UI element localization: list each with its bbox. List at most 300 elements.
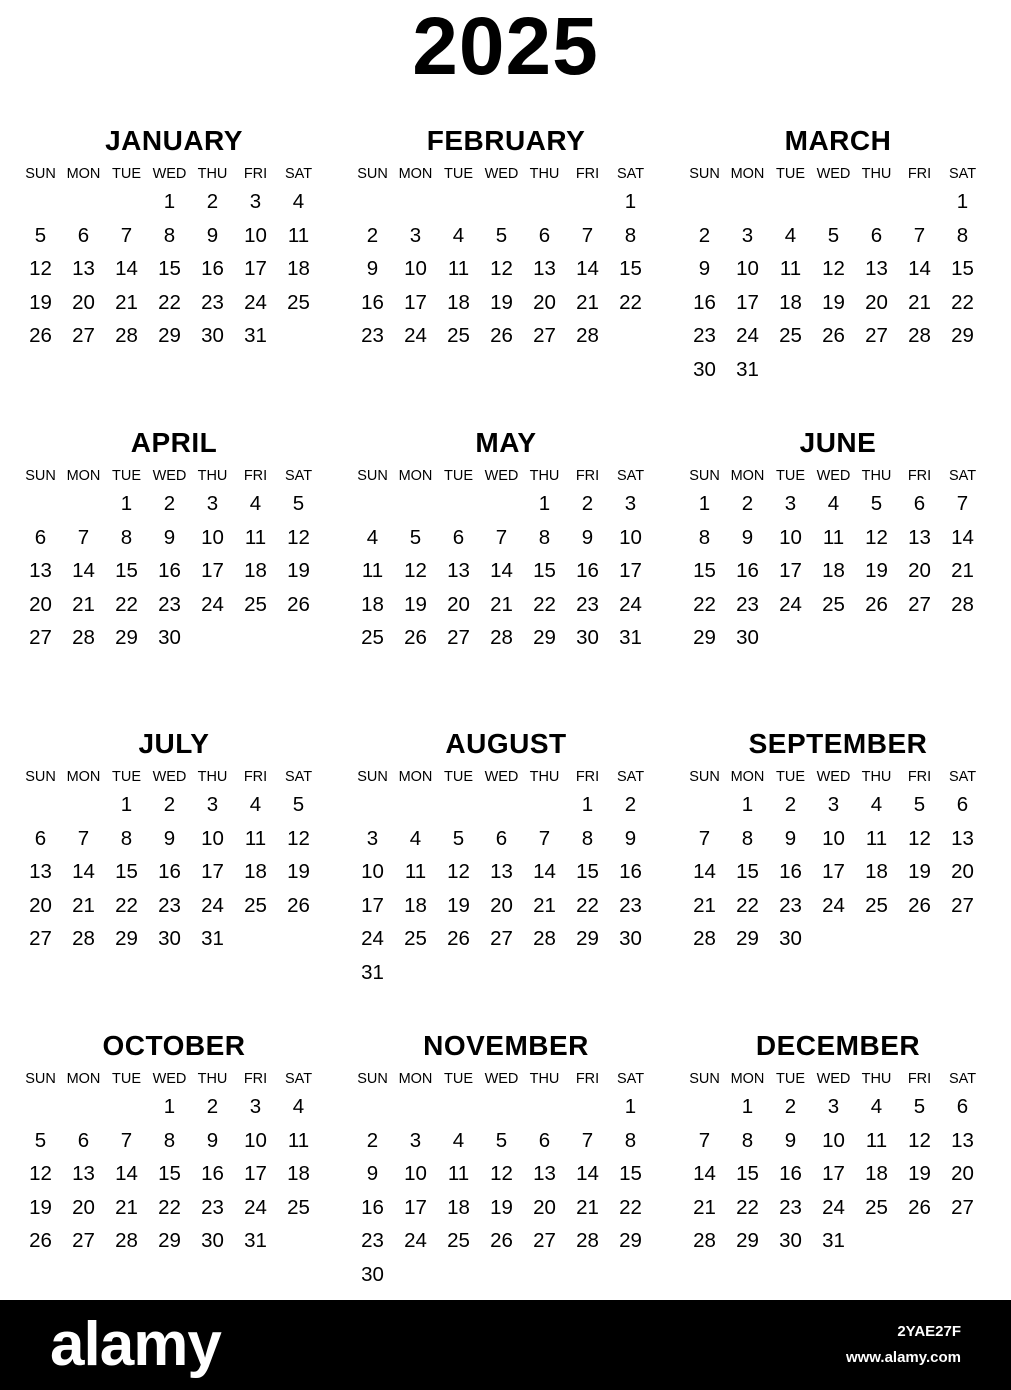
day-cell: 30 <box>779 1229 802 1252</box>
day-cell <box>523 1258 566 1292</box>
day-cell: 10 <box>779 525 802 549</box>
week-row <box>19 185 329 219</box>
weekday-header <box>19 766 329 788</box>
day-cell: 2 <box>163 793 176 816</box>
day-cell: 8 <box>581 826 594 850</box>
day-cell: 7 <box>581 1128 594 1152</box>
day-cell: 15 <box>158 1162 181 1185</box>
day-cell: 15 <box>693 559 716 582</box>
day-cell: 2 <box>784 793 797 816</box>
day-cell: 2 <box>581 492 594 515</box>
day-cell: 24 <box>201 592 224 616</box>
day-cell: 23 <box>576 592 599 616</box>
week-row <box>351 319 661 353</box>
day-cell <box>394 1090 437 1124</box>
day-cell: 31 <box>244 324 267 347</box>
week-row <box>351 185 661 219</box>
weekday-label: WED <box>484 468 519 484</box>
day-cell: 26 <box>29 1229 52 1252</box>
weekday-label: THU <box>197 468 228 484</box>
day-cell: 4 <box>292 1095 305 1118</box>
day-cell: 11 <box>404 860 427 883</box>
weekday-label: WED <box>816 769 851 785</box>
day-cell: 2 <box>624 793 637 816</box>
day-cell: 17 <box>361 893 384 917</box>
day-cell: 9 <box>741 525 754 549</box>
day-cell: 19 <box>865 559 888 582</box>
day-cell: 25 <box>361 626 384 649</box>
month-name: APRIL <box>130 427 218 458</box>
day-cell <box>855 621 898 655</box>
day-cell: 7 <box>120 223 133 247</box>
day-cell: 30 <box>779 927 802 950</box>
day-cell: 19 <box>287 559 310 582</box>
day-cell <box>609 956 652 990</box>
day-cell <box>394 788 437 822</box>
day-cell <box>394 487 437 521</box>
day-cell: 16 <box>576 559 599 582</box>
day-cell: 16 <box>779 860 802 883</box>
day-cell: 11 <box>447 1162 470 1185</box>
day-cell: 10 <box>244 223 267 247</box>
day-cell: 11 <box>447 257 470 280</box>
day-cell: 14 <box>115 1162 138 1185</box>
day-cell: 24 <box>822 893 845 917</box>
weekday-label: FRI <box>575 1071 600 1087</box>
day-cell: 18 <box>361 592 384 616</box>
week-row <box>351 1191 661 1225</box>
day-cell: 18 <box>822 559 845 582</box>
month-name: NOVEMBER <box>423 1030 589 1061</box>
day-cell: 22 <box>576 893 599 917</box>
month-march <box>683 125 993 386</box>
day-cell: 15 <box>533 559 556 582</box>
day-cell: 20 <box>72 1195 95 1219</box>
day-cell: 30 <box>158 626 181 649</box>
day-cell: 30 <box>693 357 716 381</box>
day-cell <box>609 319 652 353</box>
day-cell: 26 <box>908 893 931 917</box>
weekday-header <box>683 1068 993 1090</box>
day-cell <box>234 922 277 956</box>
day-cell: 16 <box>158 559 181 582</box>
day-cell: 25 <box>447 324 470 347</box>
weekday-label: TUE <box>112 166 141 182</box>
weekday-label: FRI <box>575 166 600 182</box>
day-cell: 4 <box>870 793 883 816</box>
day-cell: 28 <box>115 1229 138 1252</box>
day-cell: 26 <box>447 927 470 950</box>
weekday-label: SUN <box>357 166 388 182</box>
day-cell: 29 <box>158 324 181 347</box>
day-cell: 24 <box>404 1229 427 1252</box>
day-cell: 4 <box>292 190 305 213</box>
day-cell: 28 <box>908 324 931 347</box>
day-cell: 6 <box>538 223 551 247</box>
day-cell: 24 <box>619 592 642 616</box>
day-cell: 1 <box>581 793 594 816</box>
day-cell: 13 <box>533 257 556 280</box>
day-cell: 7 <box>581 223 594 247</box>
day-cell: 12 <box>822 257 845 280</box>
weekday-label: WED <box>816 166 851 182</box>
day-cell: 19 <box>490 290 513 314</box>
day-cell: 12 <box>404 559 427 582</box>
day-cell: 24 <box>822 1195 845 1219</box>
week-row <box>19 252 329 286</box>
day-cell: 6 <box>538 1128 551 1152</box>
weekday-label: FRI <box>243 468 268 484</box>
day-cell: 15 <box>115 559 138 582</box>
day-cell: 8 <box>163 1128 176 1152</box>
weekday-label: WED <box>152 1071 187 1087</box>
day-cell <box>566 185 609 219</box>
day-cell <box>437 1090 480 1124</box>
day-cell: 19 <box>287 860 310 883</box>
month-april <box>19 427 329 655</box>
day-cell: 26 <box>865 592 888 616</box>
day-cell: 28 <box>115 324 138 347</box>
day-cell: 13 <box>72 1162 95 1185</box>
day-cell: 31 <box>201 927 224 950</box>
day-cell: 3 <box>206 793 219 816</box>
week-row <box>19 554 329 588</box>
day-cell: 15 <box>619 1162 642 1185</box>
day-cell <box>19 487 62 521</box>
day-cell: 27 <box>72 1229 95 1252</box>
week-row <box>19 487 329 521</box>
day-cell: 25 <box>244 592 267 616</box>
day-cell: 14 <box>115 257 138 280</box>
week-row <box>19 822 329 856</box>
day-cell: 27 <box>490 927 513 950</box>
weekday-label: TUE <box>444 1071 473 1087</box>
day-cell: 7 <box>698 1128 711 1152</box>
day-cell <box>480 788 523 822</box>
weekday-label: MON <box>730 1071 765 1087</box>
day-cell: 27 <box>29 626 52 649</box>
day-cell: 22 <box>736 1195 759 1219</box>
day-cell: 27 <box>72 324 95 347</box>
day-cell <box>277 1224 320 1258</box>
day-cell: 21 <box>693 893 716 917</box>
day-cell: 31 <box>361 960 384 984</box>
day-cell <box>437 487 480 521</box>
day-cell: 26 <box>287 893 310 917</box>
weekday-label: SUN <box>689 166 720 182</box>
month-name: OCTOBER <box>102 1030 246 1061</box>
day-cell <box>941 621 984 655</box>
weekday-label: TUE <box>776 1071 805 1087</box>
day-cell: 22 <box>115 592 138 616</box>
week-row <box>351 1157 661 1191</box>
day-cell: 25 <box>447 1229 470 1252</box>
day-cell: 4 <box>452 223 465 247</box>
day-cell <box>437 788 480 822</box>
day-cell: 23 <box>158 592 181 616</box>
day-cell <box>191 621 234 655</box>
day-cell <box>62 1090 105 1124</box>
day-cell: 14 <box>72 559 95 582</box>
weekday-label: MON <box>730 769 765 785</box>
weekday-header <box>683 766 993 788</box>
day-cell: 25 <box>865 893 888 917</box>
day-cell: 7 <box>120 1128 133 1152</box>
day-cell <box>609 1258 652 1292</box>
day-cell: 26 <box>908 1195 931 1219</box>
day-cell <box>898 922 941 956</box>
day-cell: 20 <box>865 290 888 314</box>
day-cell: 22 <box>158 290 181 314</box>
day-cell: 12 <box>29 257 52 280</box>
weekday-label: SAT <box>284 769 313 785</box>
week-row <box>683 621 993 655</box>
day-cell: 13 <box>29 559 52 582</box>
week-row <box>19 286 329 320</box>
day-cell: 7 <box>77 525 90 549</box>
weekday-label: FRI <box>575 468 600 484</box>
week-row <box>19 1124 329 1158</box>
day-cell: 17 <box>822 860 845 883</box>
day-cell: 11 <box>287 1128 310 1152</box>
day-cell: 8 <box>163 223 176 247</box>
day-cell: 29 <box>736 927 759 950</box>
day-cell: 27 <box>908 592 931 616</box>
week-row <box>351 822 661 856</box>
week-row <box>19 1090 329 1124</box>
day-cell: 19 <box>490 1195 513 1219</box>
day-cell <box>898 1224 941 1258</box>
month-october <box>19 1030 329 1258</box>
day-cell: 14 <box>72 860 95 883</box>
week-row <box>683 185 993 219</box>
day-cell <box>394 956 437 990</box>
day-cell <box>941 1224 984 1258</box>
weekday-header <box>19 163 329 185</box>
week-row <box>683 1191 993 1225</box>
day-cell: 18 <box>244 860 267 883</box>
day-cell: 22 <box>115 893 138 917</box>
day-cell <box>480 185 523 219</box>
day-cell: 6 <box>34 525 47 549</box>
day-cell: 11 <box>244 525 267 549</box>
week-row <box>19 922 329 956</box>
day-cell: 21 <box>908 290 931 314</box>
day-cell: 10 <box>404 1162 427 1185</box>
week-row <box>683 588 993 622</box>
day-cell: 13 <box>447 559 470 582</box>
day-cell: 18 <box>779 290 802 314</box>
day-cell: 3 <box>366 826 379 850</box>
weekday-label: WED <box>152 769 187 785</box>
week-row <box>683 286 993 320</box>
day-cell: 18 <box>447 290 470 314</box>
day-cell: 4 <box>784 223 797 247</box>
day-cell: 5 <box>34 223 47 247</box>
day-cell: 1 <box>538 492 551 515</box>
week-row <box>351 1124 661 1158</box>
day-cell: 7 <box>495 525 508 549</box>
day-cell <box>437 956 480 990</box>
day-cell <box>898 185 941 219</box>
month-june <box>683 427 993 655</box>
weekday-label: FRI <box>907 166 932 182</box>
day-cell: 17 <box>201 559 224 582</box>
weekday-header <box>19 1068 329 1090</box>
day-cell <box>683 185 726 219</box>
day-cell: 20 <box>29 893 52 917</box>
day-cell: 17 <box>201 860 224 883</box>
day-cell <box>566 956 609 990</box>
day-cell: 6 <box>956 1095 969 1118</box>
day-cell <box>523 185 566 219</box>
day-cell <box>277 319 320 353</box>
day-cell <box>726 185 769 219</box>
week-row <box>351 554 661 588</box>
weekday-label: SAT <box>948 166 977 182</box>
day-cell: 12 <box>908 826 931 850</box>
month-name: JANUARY <box>105 125 243 156</box>
day-cell: 21 <box>693 1195 716 1219</box>
day-cell: 28 <box>72 626 95 649</box>
day-cell <box>812 353 855 387</box>
day-cell: 5 <box>495 223 508 247</box>
day-cell <box>19 788 62 822</box>
day-cell: 5 <box>913 1095 926 1118</box>
weekday-label: SUN <box>689 769 720 785</box>
day-cell: 7 <box>913 223 926 247</box>
weekday-label: SUN <box>25 769 56 785</box>
day-cell: 22 <box>158 1195 181 1219</box>
weekday-label: FRI <box>907 1071 932 1087</box>
day-cell: 29 <box>619 1229 642 1252</box>
day-cell: 23 <box>779 893 802 917</box>
day-cell: 13 <box>951 826 974 850</box>
weekday-label: THU <box>861 468 892 484</box>
day-cell <box>394 1258 437 1292</box>
day-cell: 25 <box>287 290 310 314</box>
day-cell: 10 <box>619 525 642 549</box>
day-cell: 1 <box>624 1095 637 1118</box>
day-cell: 2 <box>163 492 176 515</box>
month-name: JULY <box>138 728 210 759</box>
day-cell: 25 <box>404 927 427 950</box>
day-cell: 8 <box>741 1128 754 1152</box>
weekday-label: WED <box>152 166 187 182</box>
day-cell: 19 <box>404 592 427 616</box>
day-cell: 6 <box>495 826 508 850</box>
day-cell: 10 <box>201 525 224 549</box>
weekday-label: SAT <box>616 166 645 182</box>
day-cell <box>437 185 480 219</box>
day-cell: 23 <box>201 290 224 314</box>
day-cell: 26 <box>490 324 513 347</box>
day-cell <box>683 788 726 822</box>
day-cell: 22 <box>619 290 642 314</box>
week-row <box>19 588 329 622</box>
weekday-label: TUE <box>776 166 805 182</box>
day-cell: 11 <box>865 826 888 850</box>
day-cell: 11 <box>779 257 802 280</box>
day-cell <box>480 487 523 521</box>
day-cell: 15 <box>736 1162 759 1185</box>
month-name: DECEMBER <box>755 1030 921 1061</box>
day-cell: 8 <box>624 1128 637 1152</box>
weekday-label: SAT <box>284 1071 313 1087</box>
weekday-label: MON <box>66 468 101 484</box>
weekday-label: SUN <box>25 468 56 484</box>
day-cell: 6 <box>870 223 883 247</box>
day-cell: 18 <box>287 257 310 280</box>
weekday-label: THU <box>197 769 228 785</box>
day-cell: 26 <box>822 324 845 347</box>
day-cell: 19 <box>447 893 470 917</box>
weekday-header <box>351 766 661 788</box>
day-cell: 12 <box>447 860 470 883</box>
day-cell: 1 <box>741 1095 754 1118</box>
day-cell: 26 <box>490 1229 513 1252</box>
day-cell: 14 <box>908 257 931 280</box>
day-cell: 16 <box>736 559 759 582</box>
weekday-label: SAT <box>284 468 313 484</box>
weekday-label: MON <box>730 166 765 182</box>
day-cell: 20 <box>951 1162 974 1185</box>
day-cell: 13 <box>533 1162 556 1185</box>
day-cell: 28 <box>576 1229 599 1252</box>
week-row <box>351 219 661 253</box>
day-cell: 5 <box>870 492 883 515</box>
day-cell: 29 <box>951 324 974 347</box>
day-cell: 15 <box>158 257 181 280</box>
day-cell: 13 <box>951 1128 974 1152</box>
day-cell: 20 <box>490 893 513 917</box>
weekday-label: THU <box>529 166 560 182</box>
day-cell: 14 <box>693 1162 716 1185</box>
day-cell <box>105 185 148 219</box>
day-cell: 18 <box>287 1162 310 1185</box>
day-cell: 28 <box>490 626 513 649</box>
day-cell: 21 <box>115 1195 138 1219</box>
day-cell: 1 <box>698 492 711 515</box>
day-cell: 2 <box>366 1128 379 1152</box>
day-cell: 13 <box>865 257 888 280</box>
weekday-label: FRI <box>907 769 932 785</box>
day-cell: 18 <box>447 1195 470 1219</box>
day-cell: 16 <box>201 257 224 280</box>
day-cell: 19 <box>908 860 931 883</box>
day-cell: 27 <box>865 324 888 347</box>
month-january <box>19 125 329 353</box>
weekday-label: FRI <box>907 468 932 484</box>
day-cell: 29 <box>736 1229 759 1252</box>
day-cell: 22 <box>619 1195 642 1219</box>
day-cell <box>62 487 105 521</box>
day-cell: 20 <box>533 290 556 314</box>
month-august <box>351 728 661 989</box>
day-cell: 28 <box>533 927 556 950</box>
weekday-label: TUE <box>776 769 805 785</box>
week-row <box>351 286 661 320</box>
weekday-label: SAT <box>948 769 977 785</box>
weekday-header <box>351 1068 661 1090</box>
day-cell: 27 <box>29 927 52 950</box>
day-cell <box>437 1258 480 1292</box>
day-cell: 16 <box>779 1162 802 1185</box>
day-cell: 6 <box>956 793 969 816</box>
month-december <box>683 1030 993 1258</box>
day-cell: 19 <box>822 290 845 314</box>
weekday-label: FRI <box>243 769 268 785</box>
